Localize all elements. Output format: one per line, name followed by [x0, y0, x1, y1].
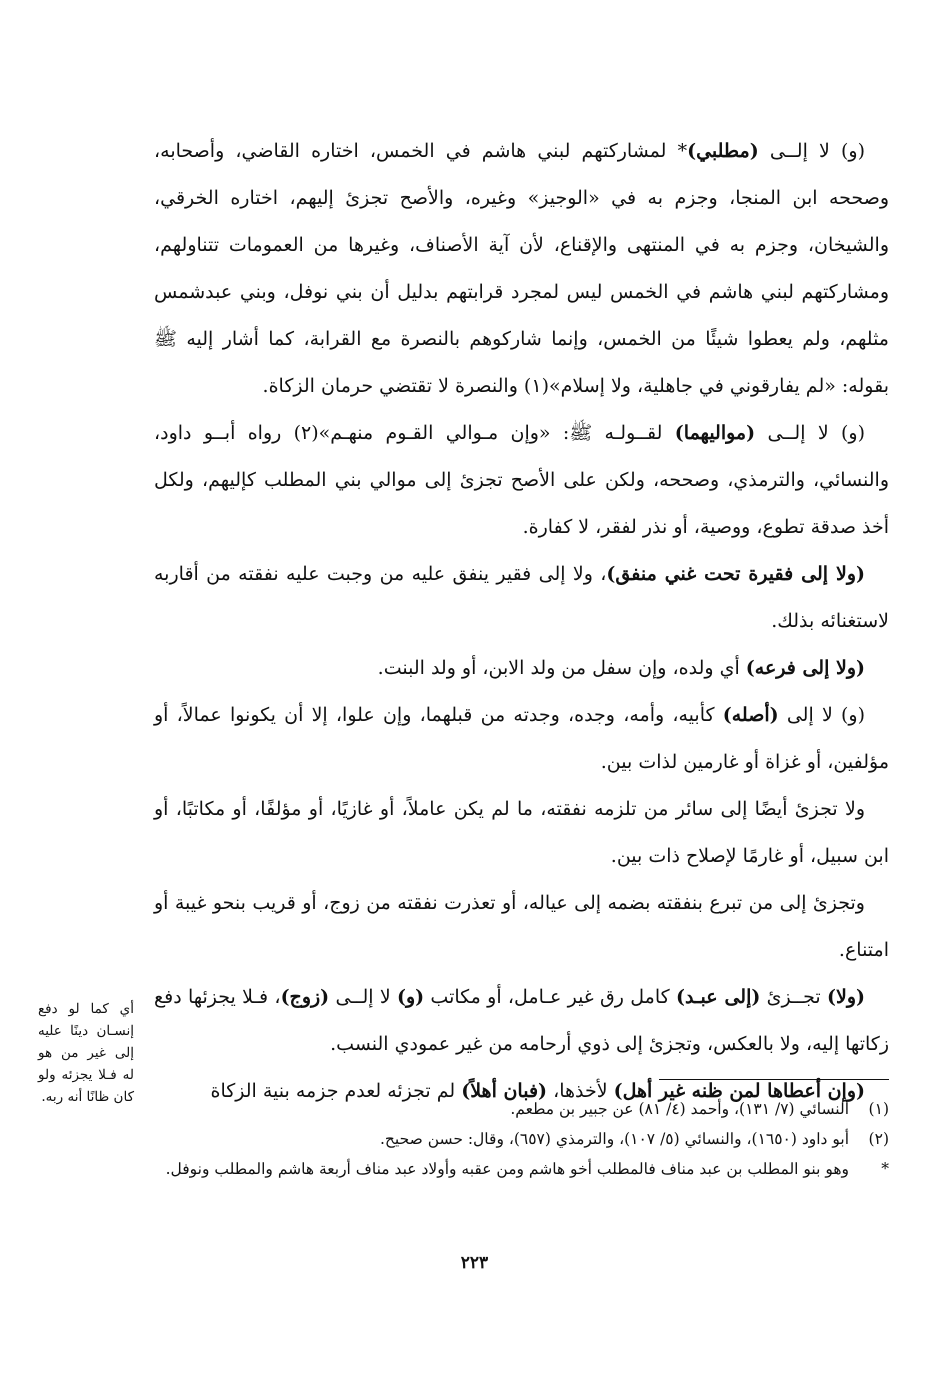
- body-text: * لمشاركتهم لبني هاشم في الخمس، اختاره القاضي، وأصحابه، وصححه ابن المنجا، وجزم به في «الوجيز» وغيره، والأصح تجزئ إليهم، اختاره الخرقي، والشيخان، وجزم به في المنتهى والإقناع، لأن آية الأصناف، وغيرها من العمومات تتناولهم، ومشاركتهم لبني هاشم في الخمس ليس لمجرد قرابتهم بدليل أن بني نوفل، وبني عبدشمس مثلهم، ولم يعطوا شيئًا من الخمس، وإنما شاركوهم بالنصرة مع القرابة، كما أشار إليه ﷺ بقوله: «لم يفارقوني في جاهلية، ولا إسلام»(١) والنصرة لا تقتضي حرمان الزكاة.: [154, 140, 889, 397]
- paragraph: [154, 880, 889, 974]
- body-text: ولا تجزئ أيضًا إلى سائر من تلزمه نفقته، ما لم يكن عاملاً، أو غازيًا، أو مؤلفًا، أو مكاتبًا، أو ابن سبيل، أو غارمًا لإصلاح ذات بين.: [154, 798, 889, 867]
- keyword-text: (و): [396, 986, 425, 1008]
- body-text: لا إلــى: [329, 986, 397, 1008]
- body-text: ، فـلا يجزئها دفع زكاتها إليه، ولا بالعكس، وتجزئ إلى ذوي أرحامه من غير عمودي النسب.: [154, 986, 889, 1055]
- paragraph: [154, 786, 889, 880]
- footnote: [154, 1124, 889, 1154]
- footnote-separator: [659, 1079, 889, 1080]
- body-text: وتجزئ إلى من تبرع بنفقته بضمه إلى عياله، أو تعذرت نفقته من زوج، أو قريب بنحو غيبة أو امتناع.: [154, 892, 889, 961]
- paragraph: [154, 645, 889, 692]
- footnote-number: (٢): [868, 1130, 889, 1148]
- keyword-text: (إلى عبـد): [675, 986, 761, 1008]
- footnote: [154, 1094, 889, 1124]
- body-text: (و) لا إلــى: [758, 140, 865, 162]
- body-text: كأبيه، وأمه، وجده، وجدته من قبلهما، وإن علوا، إلا أن يكونوا عمالاً، أو مؤلفين، أو غزاة أو غارمين لذات بين.: [154, 704, 889, 773]
- footnote-text: وهو بنو المطلب بن عبد مناف فالمطلب أخو هاشم ومن عقبه وأولاد عبد مناف أربعة هاشم والمطلب ونوفل.: [165, 1160, 849, 1178]
- page-number: ٢٢٣: [460, 1253, 489, 1273]
- paragraph: [154, 551, 889, 645]
- keyword-text: (مواليهما): [674, 422, 756, 444]
- body-text: أي ولده، وإن سفل من ولد الابن، أو ولد البنت.: [377, 657, 746, 679]
- paragraph: [154, 128, 889, 410]
- footnote-text: النسائي (٧/ ١٣١)، وأحمد (٤/ ٨١) عن جبير بن مطعم.: [510, 1100, 849, 1118]
- keyword-text: (ولا إلى فرعه): [745, 657, 865, 679]
- footnote-text: أبو داود (١٦٥٠)، والنسائي (٥/ ١٠٧)، والترمذي (٦٥٧)، وقال: حسن صحيح.: [379, 1130, 849, 1148]
- keyword-text: (ولا): [827, 986, 866, 1008]
- keyword-text: (وإن أعطاها لمن ظنه غير أهل): [613, 1080, 865, 1102]
- keyword-text: (ولا إلى فقيرة تحت غني منفق): [606, 563, 865, 585]
- footnotes: [154, 1094, 889, 1184]
- keyword-text: (مطلبي): [687, 140, 759, 162]
- body-text: (و) لا إلــى: [755, 422, 866, 444]
- body-text: كامل رق غير عـامل، أو مكاتب: [424, 986, 676, 1008]
- body-text: لأخذها،: [547, 1080, 614, 1102]
- body-text: (و) لا إلى: [778, 704, 865, 726]
- body-text: تجــزئ: [760, 986, 828, 1008]
- footnote-number: (١): [868, 1100, 889, 1118]
- paragraph: [154, 410, 889, 551]
- body-text: لقــولـه ﷺ: «وإن مـوالي القـوم منهـم»(٢) رواه أبــو داود، والنسائي، والترمذي، وصححه، ولكن على الأصح تجزئ إلى موالي بني المطلب كإليهم، ولكل أخذ صدقة تطوع، ووصية، أو نذر لفقر، لا كفارة.: [154, 422, 889, 538]
- margin-note: أي كما لو دفع إنسـان دينًا عليه إلى غير من هو له فـلا يجزئه ولو كان ظانًا أنه ربه.: [38, 1001, 134, 1105]
- paragraph: [154, 974, 889, 1068]
- footnote-number: *: [881, 1160, 889, 1178]
- body-text: لم تجزئه لعدم جزمه بنية الزكاة: [210, 1080, 462, 1102]
- keyword-text: (أصله): [722, 704, 779, 726]
- footnote: [154, 1154, 889, 1184]
- paragraph: [154, 692, 889, 786]
- body-text: ، ولا إلى فقير ينفق عليه من وجبت عليه نفقته من أقاربه لاستغنائه بذلك.: [154, 563, 889, 632]
- keyword-text: (فبان أهلاً): [461, 1080, 548, 1102]
- keyword-text: (زوج): [280, 986, 330, 1008]
- main-text: [154, 128, 889, 1115]
